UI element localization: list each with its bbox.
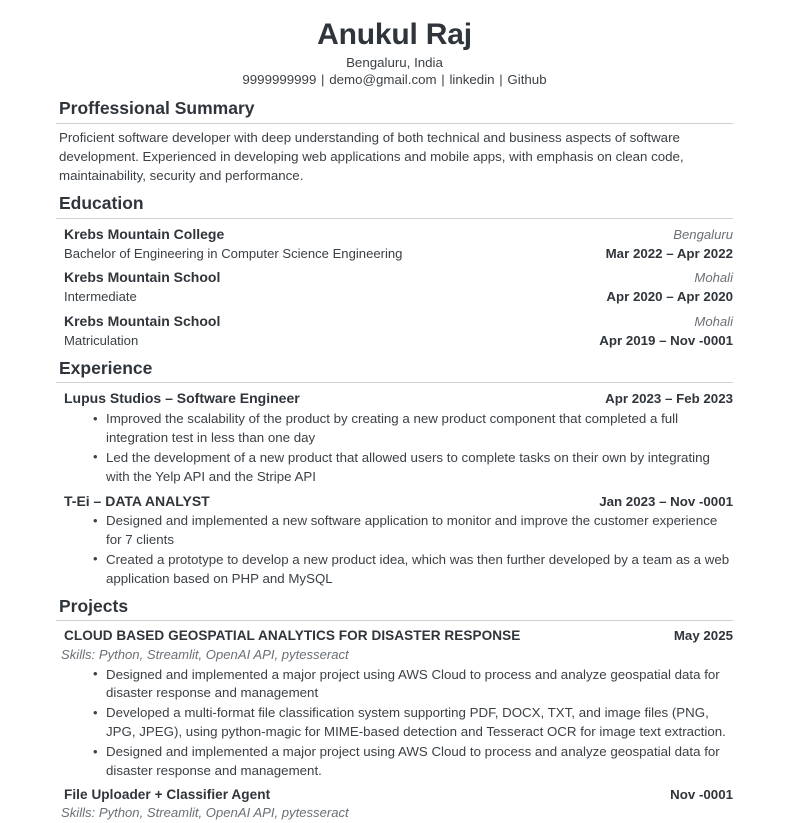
section-education — [56, 193, 733, 351]
education-entry-header-row — [59, 224, 733, 245]
experience-bullet-list — [59, 410, 733, 487]
project-date: Nov -0001 — [670, 786, 733, 802]
contact-phone: 9999999999 — [242, 71, 317, 87]
contact-separator: | — [499, 71, 503, 87]
education-entry-detail-row — [59, 288, 733, 307]
education-location: Bengaluru — [673, 226, 733, 242]
project-name: CLOUD BASED GEOSPATIAL ANALYTICS FOR DISASTER RESPONSE — [64, 628, 521, 644]
experience-entry-header-row — [59, 491, 733, 512]
resume-header — [56, 18, 733, 88]
experience-heading: Lupus Studios – Software Engineer — [64, 390, 300, 407]
list-item: • Designed and implemented a new software application to monitor and improve the customer experience for 7 clients — [93, 512, 733, 550]
education-degree: Matriculation — [64, 332, 139, 348]
section-divider — [56, 218, 733, 219]
section-title-projects: Projects — [59, 595, 129, 616]
section-divider — [56, 123, 733, 124]
education-entry-header-row — [59, 267, 733, 288]
section-experience — [56, 358, 733, 589]
education-degree: Bachelor of Engineering in Computer Science Engineering — [64, 245, 403, 261]
experience-entry — [59, 491, 733, 589]
list-item: • Designed and implemented a major project using AWS Cloud to process and analyze geospatial data for disaster response and management. — [93, 743, 733, 781]
education-entry-header-row — [59, 311, 733, 332]
project-entry-header-row — [59, 785, 733, 805]
contact-github-link[interactable]: Github — [507, 71, 547, 87]
education-entry-detail-row — [59, 332, 733, 351]
summary-text: Proficient software developer with deep understanding of both technical and business aspects of software development. Experienced in developing web applications and mobile apps, with emphasis on clean code, maintainability, security and performance. — [59, 130, 684, 183]
education-institution: Krebs Mountain School — [64, 312, 221, 329]
education-entry — [59, 311, 733, 351]
project-entry — [59, 785, 733, 823]
experience-entry — [59, 388, 733, 486]
contact-separator: | — [441, 71, 445, 87]
project-date: May 2025 — [673, 628, 733, 644]
contact-separator: | — [321, 71, 325, 87]
project-skills: Skills: Python, Streamlit, OpenAI API, pytesseract — [61, 647, 349, 663]
project-entry — [59, 626, 733, 780]
project-skills: Skills: Python, Streamlit, OpenAI API, pytesseract — [61, 805, 349, 821]
contact-line — [56, 72, 733, 89]
education-institution: Krebs Mountain College — [64, 225, 225, 242]
education-degree: Intermediate — [64, 289, 137, 305]
education-location: Mohali — [694, 313, 733, 329]
project-bullet-list — [59, 666, 733, 781]
list-item: • Designed and implemented a major project using AWS Cloud to process and analyze geospatial data for disaster response and management — [93, 666, 733, 704]
contact-email[interactable]: demo@gmail.com — [329, 71, 437, 87]
experience-bullet-list — [59, 512, 733, 589]
experience-body — [56, 388, 733, 588]
section-divider — [56, 382, 733, 383]
section-projects — [56, 596, 733, 823]
education-entry-detail-row — [59, 245, 733, 264]
section-divider — [56, 620, 733, 621]
education-location: Mohali — [694, 270, 733, 286]
list-item: • Led the development of a new product that allowed users to complete tasks on their own by integrating with the Yelp API and the Stripe API — [93, 449, 733, 487]
education-dates: Apr 2019 – Nov -0001 — [599, 332, 733, 348]
list-item: • Improved the scalability of the product by creating a new product component that completed a full integration test in less than one day — [93, 410, 733, 448]
experience-heading: T-Ei – DATA ANALYST — [64, 492, 210, 509]
candidate-name: Anukul Raj — [317, 18, 472, 51]
section-title-summary: Proffessional Summary — [59, 98, 255, 119]
experience-dates: Jan 2023 – Nov -0001 — [599, 493, 733, 509]
education-entry — [59, 224, 733, 264]
education-body — [56, 224, 733, 351]
project-entry-header-row — [59, 626, 733, 646]
section-title-experience: Experience — [59, 357, 153, 378]
education-institution: Krebs Mountain School — [64, 269, 221, 286]
section-professional-summary — [56, 98, 733, 186]
list-item: • Developed a multi-format file classification system supporting PDF, DOCX, TXT, and image files (PNG, JPG, JPEG), using python-magic for MIME-based detection and Tesseract OCR for image text extraction. — [93, 704, 733, 742]
experience-dates: Apr 2023 – Feb 2023 — [605, 391, 733, 407]
section-title-education: Education — [59, 192, 144, 213]
contact-linkedin-link[interactable]: linkedin — [449, 71, 495, 87]
experience-entry-header-row — [59, 388, 733, 409]
project-name: File Uploader + Classifier Agent — [64, 786, 271, 802]
projects-body — [56, 626, 733, 822]
summary-body — [56, 129, 733, 186]
education-dates: Apr 2020 – Apr 2020 — [606, 289, 733, 305]
candidate-location: Bengaluru, India — [346, 54, 443, 70]
education-entry — [59, 267, 733, 307]
list-item: • Created a prototype to develop a new product idea, which was then further developed by a team as a web application based on PHP and MySQL — [93, 551, 733, 589]
education-dates: Mar 2022 – Apr 2022 — [605, 245, 733, 261]
